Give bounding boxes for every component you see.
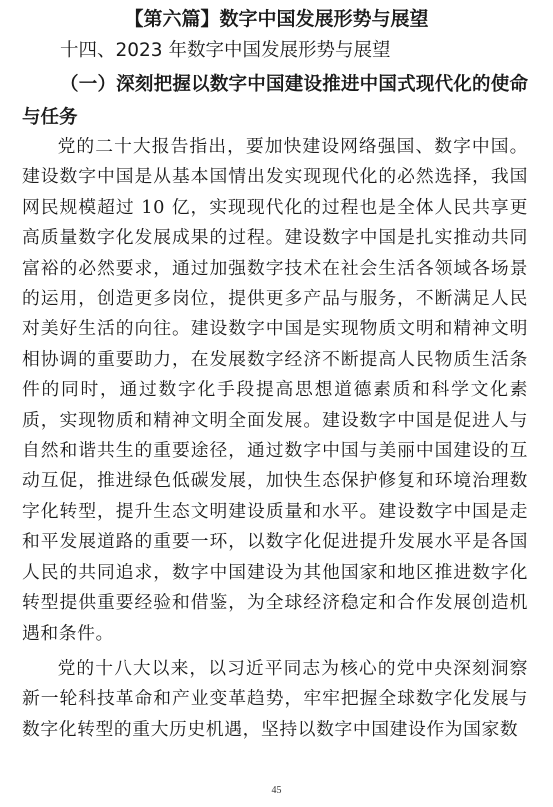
- section-heading: （一）深刻把握以数字中国建设推进中国式现代化的使命与任务: [22, 74, 528, 128]
- paragraph: 党的十八大以来，以习近平同志为核心的党中央深刻洞察新一轮科技革命和产业变革趋势，牢牢把握全球数字化发展与数字化转型的重大历史机遇，坚持以数字中国建设作为国家数: [22, 657, 528, 740]
- part-header: 【第六篇】数字中国发展形势与展望: [124, 8, 429, 30]
- paragraph: 党的二十大报告指出，要加快建设网络强国、数字中国。建设数字中国是从基本国情出发实现现代化的必然选择，我国网民规模超过 10 亿，实现现代化的过程也是全体人民共享更高质量数字化发展成果的过程。建设数字中国是扎实推动共同富裕的必然要求，通过加强数字技术在社会生活各领域各场景的运用，创造更多岗位，提供更多产品与服务，不断满足人民对美好生活的向往。建设数字中国是实现物质文明和精神文明相协调的重要助力，在发展数字经济不断提高人民物质生活条件的同时，通过数字化手段提高思想道德素质和科学文化素质，实现物质和精神文明全面发展。建设数字中国是促进人与自然和谐共生的重要途径，通过数字中国与美丽中国建设的互动互促，推进绿色低碳发展，加快生态保护修复和环境治理数字化转型，提升生态文明建设质量和水平。建设数字中国是走和平发展道路的重要一环，以数字化促进提升发展水平是各国人民的共同追求，数字中国建设为其他国家和地区推进数字化转型提供重要经验和借鉴，为全球经济稳定和合作发展创造机遇和条件。: [22, 136, 528, 644]
- chapter-heading: 十四、2023 年数字中国发展形势与展望: [60, 40, 391, 61]
- body-text: [22, 132, 528, 750]
- page-number: 45: [271, 785, 282, 796]
